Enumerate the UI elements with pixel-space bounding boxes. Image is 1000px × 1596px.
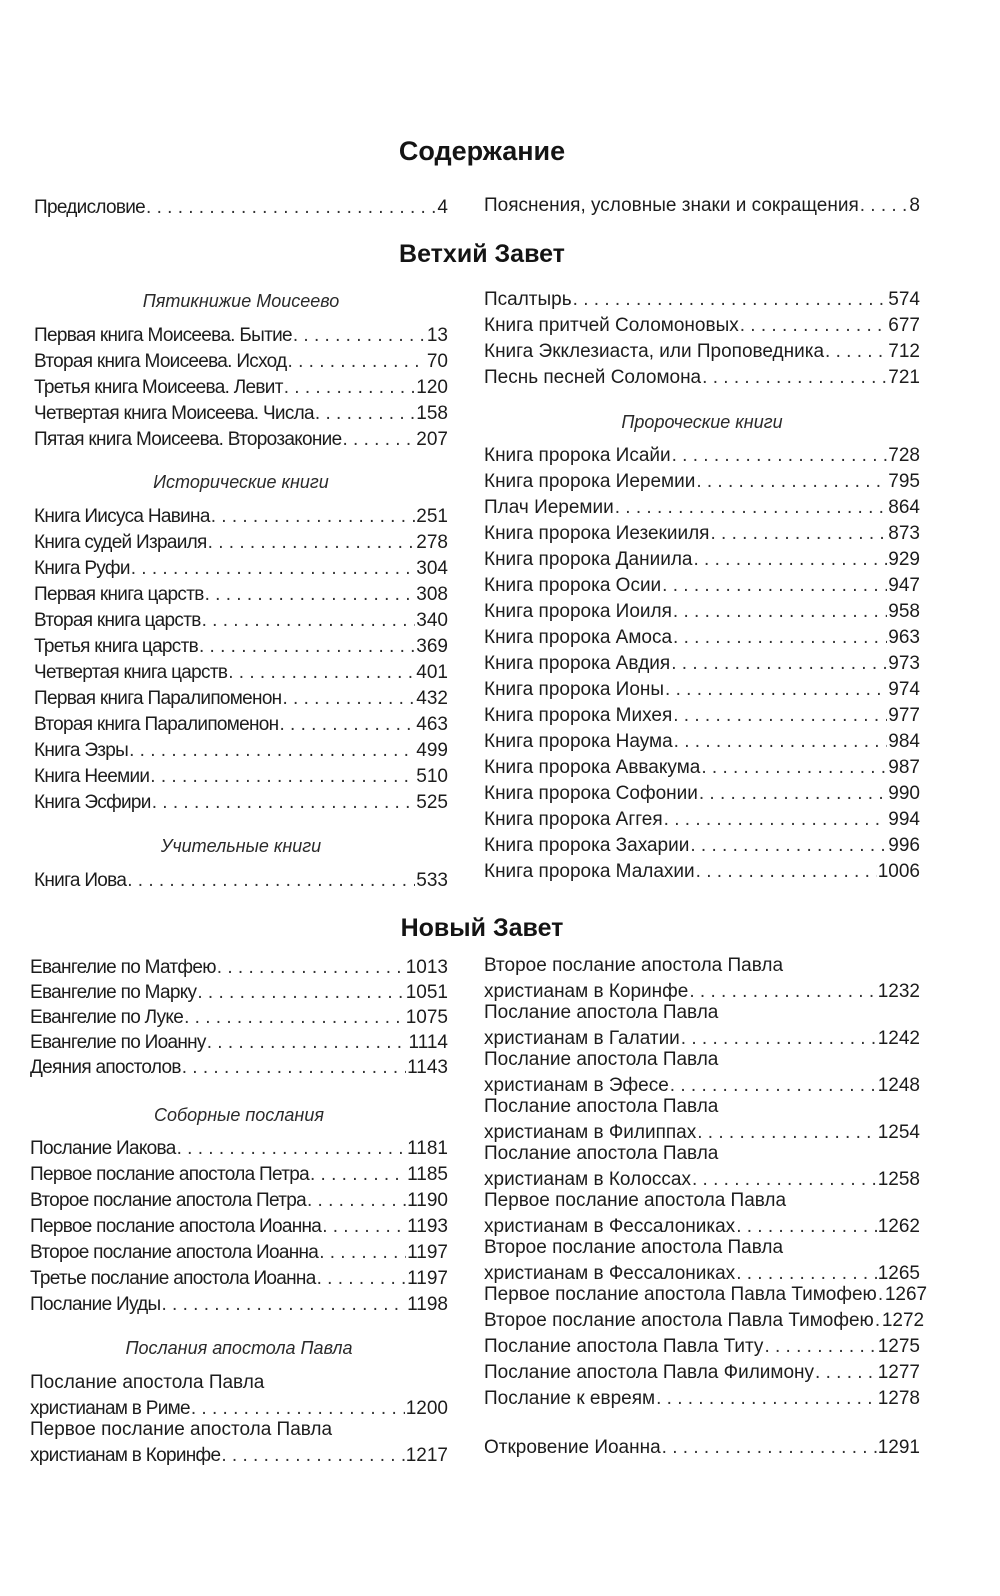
entry-title: Книга пророка Ионы (484, 679, 665, 700)
toc-entry[interactable] (484, 1282, 928, 1308)
dot-leader (656, 1386, 877, 1412)
entry-title-line1: Послание апостола Павла (30, 1372, 265, 1393)
entry-page: 369 (416, 636, 448, 657)
entry-page: 1232 (877, 981, 920, 1002)
entry-title: Книга пророка Аггея (484, 809, 663, 830)
entry-title: Откровение Иоанна (484, 1437, 661, 1458)
entry-title: Третье послание апостола Иоанна (30, 1268, 316, 1289)
entry-title: христианам в Колоссах (484, 1169, 691, 1190)
entry-page: 401 (416, 662, 448, 683)
entry-page: 8 (909, 195, 920, 216)
entry-title: Послание к евреям (484, 1388, 656, 1409)
entry-page: 251 (416, 506, 448, 527)
entry-title: Третья книга Моисеева. Левит (34, 377, 283, 398)
entry-title: Книга Эзры (34, 740, 129, 761)
entry-page: 996 (888, 835, 920, 856)
entry-page: 70 (426, 351, 448, 372)
toc-entry[interactable] (30, 1266, 448, 1292)
toc-entry[interactable] (484, 1047, 920, 1099)
entry-page: 1262 (877, 1216, 920, 1237)
entry-title: Евангелие по Матфею (30, 957, 216, 978)
page-title: Содержание (398, 136, 566, 166)
entry-title: Евангелие по Луке (30, 1007, 184, 1028)
entry-title: Второе послание апостола Петра (30, 1190, 306, 1211)
entry-title: Книга пророка Захарии (484, 835, 690, 856)
entry-page: 340 (416, 610, 448, 631)
entry-page: 728 (888, 445, 920, 466)
entry-title: христианам в Филиппах (484, 1122, 697, 1143)
toc-entry[interactable] (30, 955, 448, 981)
entry-title-line1: Послание апостола Павла (484, 1143, 719, 1164)
entry-title: Книга пророка Авдия (484, 653, 671, 674)
entry-title: христианам в Фессалониках (484, 1216, 736, 1237)
entry-page: 1013 (405, 957, 448, 978)
entry-title: Евангелие по Иоанну (30, 1032, 206, 1053)
toc-entry[interactable] (30, 1162, 448, 1188)
toc-entry[interactable] (484, 1334, 920, 1360)
entry-page: 1006 (877, 861, 920, 882)
entry-title: Первое послание апостола Павла Тимофею (484, 1284, 877, 1305)
entry-title: Книга пророка Наума (484, 731, 673, 752)
entry-page: 574 (888, 289, 920, 310)
entry-title-line1: Второе послание апостола Павла (484, 955, 784, 976)
toc-entry[interactable] (484, 1308, 925, 1334)
entry-title: Послание апостола Павла Филимону (484, 1362, 815, 1383)
dot-leader (182, 1055, 406, 1081)
entry-page: 463 (416, 714, 448, 735)
entry-title-line1: Второе послание апостола Павла (484, 1237, 784, 1258)
toc-entry[interactable] (30, 1136, 448, 1162)
entry-title: Книга пророка Осии (484, 575, 662, 596)
entry-title: Книга Иова (34, 870, 127, 891)
entry-page: 432 (416, 688, 448, 709)
nt-left-column (30, 0, 448, 1596)
entry-title: Книга пророка Амоса (484, 627, 673, 648)
entry-title: Книга Неемии (34, 766, 150, 787)
entry-title: Первое послание апостола Иоанна (30, 1216, 322, 1237)
nt-right-column (484, 0, 928, 1596)
entry-page: 1278 (877, 1388, 920, 1409)
dot-leader (878, 1282, 884, 1308)
entry-page: 990 (888, 783, 920, 804)
entry-page: 973 (888, 653, 920, 674)
entry-title: Плач Иеремии (484, 497, 614, 518)
entry-title: Послание Иакова (30, 1138, 176, 1159)
dot-leader (319, 1240, 406, 1266)
entry-page: 1277 (877, 1362, 920, 1383)
entry-page: 1275 (877, 1336, 920, 1357)
entry-page: 963 (888, 627, 920, 648)
entry-page: 1242 (877, 1028, 920, 1049)
dot-leader (317, 1266, 407, 1292)
entry-title: христианам в Эфесе (484, 1075, 669, 1096)
entry-page: 958 (888, 601, 920, 622)
entry-page: 510 (416, 766, 448, 787)
entry-page: 1051 (405, 982, 448, 1003)
entry-page: 1265 (877, 1263, 920, 1284)
entry-title: Послание апостола Павла Титу (484, 1336, 764, 1357)
entry-title: Первая книга Моисеева. Бытие (34, 325, 292, 346)
entry-title: Третья книга царств (34, 636, 198, 657)
toc-entry-revelation[interactable] (484, 1435, 920, 1461)
toc-entry[interactable] (484, 953, 920, 1005)
entry-page: 1254 (877, 1122, 920, 1143)
entry-title-line1: Первое послание апостола Павла (30, 1419, 333, 1440)
entry-title: Книга пророка Исайи (484, 445, 671, 466)
entry-title: Вторая книга царств (34, 610, 201, 631)
entry-title: христианам в Фессалониках (484, 1263, 736, 1284)
toc-entry[interactable] (484, 1360, 920, 1386)
entry-page: 533 (416, 870, 448, 891)
entry-page: 1258 (877, 1169, 920, 1190)
entry-title: христианам в Галатии (484, 1028, 680, 1049)
dot-leader (221, 1443, 404, 1469)
entry-page: 207 (416, 429, 448, 450)
entry-title: Второе послание апостола Иоанна (30, 1242, 319, 1263)
toc-entry[interactable] (30, 1240, 448, 1266)
entry-title: христианам в Коринфе (30, 1445, 221, 1466)
entry-title: Деяния апостолов (30, 1057, 181, 1078)
entry-title: Книга пророка Иеремии (484, 471, 696, 492)
entry-page: 499 (416, 740, 448, 761)
entry-title-line1: Послание апостола Павла (484, 1096, 719, 1117)
entry-page: 1248 (877, 1075, 920, 1096)
entry-page: 984 (888, 731, 920, 752)
entry-title: Книга пророка Софонии (484, 783, 698, 804)
entry-title: Пятая книга Моисеева. Второзаконие (34, 429, 342, 450)
entry-page: 1075 (405, 1007, 448, 1028)
entry-title: христианам в Коринфе (484, 981, 689, 1002)
subheading-pentateuch: Пятикнижие Моисеево (142, 291, 340, 311)
entry-page: 1267 (884, 1284, 928, 1305)
entry-page: 1200 (405, 1398, 448, 1419)
dot-leader (662, 1435, 877, 1461)
entry-page: 795 (888, 471, 920, 492)
toc-entry[interactable] (484, 1000, 920, 1052)
entry-page: 994 (888, 809, 920, 830)
entry-page: 1185 (407, 1164, 448, 1185)
toc-entry[interactable] (30, 1214, 448, 1240)
entry-page: 1143 (407, 1057, 448, 1078)
dot-leader (177, 1136, 407, 1162)
entry-page: 304 (416, 558, 448, 579)
entry-page: 864 (888, 497, 920, 518)
entry-page: 4 (437, 197, 448, 218)
toc-entry[interactable] (484, 1141, 920, 1193)
toc-entry[interactable] (484, 1386, 920, 1412)
toc-entry[interactable] (484, 1188, 920, 1240)
dot-leader (207, 1030, 408, 1056)
entry-title: Книга притчей Соломоновых (484, 315, 739, 336)
entry-page: 987 (888, 757, 920, 778)
dot-leader (322, 1214, 406, 1240)
entry-title: Псалтырь (484, 289, 572, 310)
subheading-catholic-epistles: Соборные послания (154, 1105, 324, 1125)
entry-title: Предисловие (34, 197, 146, 218)
subheading-teaching: Учительные книги (160, 836, 322, 856)
entry-title: Вторая книга Паралипоменон (34, 714, 279, 735)
toc-entry[interactable] (30, 1370, 448, 1422)
dot-leader (310, 1162, 406, 1188)
entry-title: Первая книга царств (34, 584, 204, 605)
entry-title: Второе послание апостола Павла Тимофею (484, 1310, 874, 1331)
entry-title: Книга Экклезиаста, или Проповедника (484, 341, 825, 362)
entry-title-line1: Первое послание апостола Павла (484, 1190, 787, 1211)
old-testament-heading: Ветхий Завет (399, 240, 565, 268)
entry-page: 1197 (407, 1242, 448, 1263)
entry-page: 1181 (407, 1138, 448, 1159)
entry-page: 13 (426, 325, 448, 346)
entry-title-line1: Послание апостола Павла (484, 1049, 719, 1070)
entry-title: Книга пророка Аввакума (484, 757, 701, 778)
entry-title: Четвертая книга царств (34, 662, 228, 683)
dot-leader (217, 955, 405, 981)
toc-entry[interactable] (484, 1235, 920, 1287)
entry-page: 977 (888, 705, 920, 726)
dot-leader (162, 1292, 407, 1318)
subheading-historical: Исторические книги (153, 472, 329, 492)
toc-entry[interactable] (30, 1030, 448, 1056)
entry-title: Послание Иуды (30, 1294, 161, 1315)
entry-title: Книга пророка Иоиля (484, 601, 672, 622)
entry-page: 1197 (407, 1268, 448, 1289)
dot-leader (815, 1360, 877, 1386)
entry-page: 120 (416, 377, 448, 398)
entry-page: 974 (888, 679, 920, 700)
toc-entry[interactable] (30, 980, 448, 1006)
entry-page: 308 (416, 584, 448, 605)
entry-title-line1: Послание апостола Павла (484, 1002, 719, 1023)
entry-page: 1291 (877, 1437, 920, 1458)
entry-title: Первое послание апостола Петра (30, 1164, 309, 1185)
entry-page: 1193 (407, 1216, 448, 1237)
entry-title: Книга пророка Малахии (484, 861, 695, 882)
entry-title: Вторая книга Моисеева. Исход (34, 351, 287, 372)
entry-title: Книга Руфи (34, 558, 130, 579)
entry-title: Книга судей Израиля (34, 532, 207, 553)
entry-title: христианам в Риме (30, 1398, 190, 1419)
entry-title: Песнь песней Соломона (484, 367, 702, 388)
entry-page: 158 (416, 403, 448, 424)
dot-leader (307, 1188, 406, 1214)
entry-page: 1190 (407, 1190, 448, 1211)
entry-title: Евангелие по Марку (30, 982, 197, 1003)
entry-title: Четвертая книга Моисеева. Числа (34, 403, 314, 424)
toc-entry[interactable] (30, 1055, 448, 1081)
dot-leader (875, 1308, 881, 1334)
toc-entry[interactable] (30, 1005, 448, 1031)
subheading-pauline-epistles: Послания апостола Павла (125, 1338, 353, 1358)
toc-entry[interactable] (30, 1188, 448, 1214)
toc-entry[interactable] (30, 1292, 448, 1318)
entry-page: 1114 (408, 1032, 448, 1053)
toc-entry[interactable] (484, 1094, 920, 1146)
entry-page: 712 (888, 341, 920, 362)
entry-page: 929 (888, 549, 920, 570)
subheading-prophetic: Пророческие книги (621, 412, 783, 432)
entry-page: 1217 (405, 1445, 448, 1466)
dot-leader (184, 1005, 405, 1031)
entry-page: 677 (888, 315, 920, 336)
dot-leader (197, 980, 404, 1006)
dot-leader (764, 1334, 876, 1360)
entry-title: Пояснения, условные знаки и сокращения (484, 195, 859, 216)
entry-page: 721 (888, 367, 920, 388)
entry-title: Книга пророка Иезекииля (484, 523, 710, 544)
entry-page: 873 (888, 523, 920, 544)
entry-page: 278 (416, 532, 448, 553)
entry-title: Книга пророка Даниила (484, 549, 693, 570)
new-testament-heading: Новый Завет (400, 914, 564, 942)
entry-title: Первая книга Паралипоменон (34, 688, 282, 709)
entry-title: Книга Иисуса Навина (34, 506, 210, 527)
entry-title: Книга Эсфири (34, 792, 151, 813)
entry-page: 1272 (881, 1310, 925, 1331)
entry-title: Книга пророка Михея (484, 705, 673, 726)
entry-page: 947 (888, 575, 920, 596)
entry-page: 1198 (407, 1294, 448, 1315)
entry-page: 525 (416, 792, 448, 813)
toc-entry[interactable] (30, 1417, 448, 1469)
